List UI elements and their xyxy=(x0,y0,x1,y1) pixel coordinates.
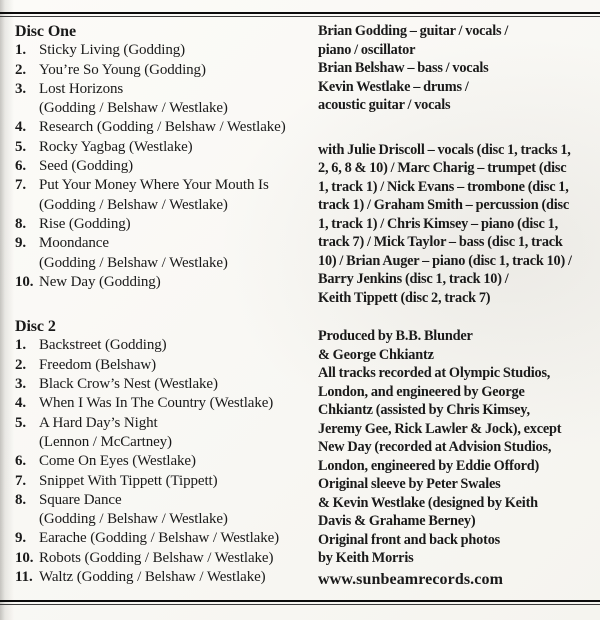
track-number: 8. xyxy=(15,215,27,232)
track-row xyxy=(15,356,315,375)
band-lineup-block xyxy=(318,22,600,115)
track-row xyxy=(15,529,315,548)
track-title-line: Research (Godding / Belshaw / Westlake) xyxy=(39,119,286,136)
track-number: 1. xyxy=(15,42,27,59)
guest-musicians-block xyxy=(318,141,600,308)
track-title xyxy=(39,215,131,234)
track-title-line: (Godding / Belshaw / Westlake) xyxy=(39,511,228,528)
credits-column xyxy=(318,22,600,589)
track-title-line: (Lennon / McCartney) xyxy=(39,433,172,450)
track-row xyxy=(15,568,315,587)
production-credit-line: London, engineered by Eddie Offord) xyxy=(318,457,540,474)
production-credit-line: Davis & Grahame Berney) xyxy=(318,513,476,529)
production-credit-line: & George Chkiantz xyxy=(318,346,434,363)
top-rule xyxy=(0,12,600,17)
production-credit-line: & Kevin Westlake (designed by Keith xyxy=(318,494,538,511)
disc-two-tracks xyxy=(15,336,315,587)
track-title-line: Robots (Godding / Belshaw / Westlake) xyxy=(39,549,274,566)
guest-credit-line: 2, 6, 8 & 10) / Marc Charig – trumpet (disc xyxy=(318,160,567,176)
track-number: 2. xyxy=(15,356,27,373)
guest-credit-line: Barry Jenkins (disc 1, track 10) / xyxy=(318,271,509,287)
lineup-line: Brian Godding – guitar / vocals / xyxy=(318,23,509,39)
track-number: 6. xyxy=(15,158,27,175)
track-row xyxy=(15,41,315,60)
disc-one-section xyxy=(15,22,315,292)
track-title-line: Sticky Living (Godding) xyxy=(39,42,186,59)
track-row xyxy=(15,375,315,394)
production-credit-line: All tracks recorded at Olympic Studios, xyxy=(318,365,551,381)
track-title xyxy=(39,414,172,453)
production-credit-line: Original front and back photos xyxy=(318,531,501,548)
track-title xyxy=(39,234,228,273)
track-row xyxy=(15,336,315,355)
track-title xyxy=(39,356,156,375)
track-number: 7. xyxy=(15,177,27,194)
track-number: 3. xyxy=(15,80,27,97)
track-number: 6. xyxy=(15,453,27,470)
track-title-line: When I Was In The Country (Westlake) xyxy=(39,395,274,412)
guest-credit-line: 10) / Brian Auger – piano (disc 1, track 10) / xyxy=(318,252,572,269)
production-credit-line: New Day (recorded at Advision Studios, xyxy=(318,439,552,455)
track-row xyxy=(15,138,315,157)
bottom-rule xyxy=(0,600,600,605)
track-number: 9. xyxy=(15,235,27,252)
track-title xyxy=(39,529,279,548)
disc-two-section xyxy=(15,317,315,587)
track-title xyxy=(39,375,218,394)
track-row xyxy=(15,549,315,568)
lineup-line: piano / oscillator xyxy=(318,41,416,58)
disc-two-heading: Disc 2 xyxy=(15,318,56,336)
track-title-line: Snippet With Tippett (Tippett) xyxy=(39,472,218,489)
track-number: 10. xyxy=(15,273,34,290)
track-title xyxy=(39,568,266,587)
track-number: 4. xyxy=(15,119,27,136)
track-title xyxy=(39,472,218,491)
track-number: 11. xyxy=(15,569,33,586)
track-title xyxy=(39,452,196,471)
website-url: www.sunbeamrecords.com xyxy=(318,570,504,588)
track-title-line: Rocky Yagbag (Westlake) xyxy=(39,138,193,155)
track-title xyxy=(39,41,185,60)
track-title xyxy=(39,80,228,119)
track-title-line: Black Crow’s Nest (Westlake) xyxy=(39,376,218,393)
track-title xyxy=(39,273,161,292)
track-row xyxy=(15,472,315,491)
track-row xyxy=(15,176,315,215)
production-credits-block xyxy=(318,327,600,568)
track-title-line: (Godding / Belshaw / Westlake) xyxy=(39,254,228,271)
track-title xyxy=(39,61,206,80)
track-title-line: New Day (Godding) xyxy=(39,273,161,290)
track-title xyxy=(39,138,193,157)
production-credit-line: London, and engineered by George xyxy=(318,383,525,400)
track-number: 3. xyxy=(15,376,27,393)
track-title-line: Seed (Godding) xyxy=(39,158,133,175)
guest-credit-line: Keith Tippett (disc 2, track 7) xyxy=(318,289,491,306)
lineup-line: acoustic guitar / vocals xyxy=(318,97,451,113)
track-row xyxy=(15,394,315,413)
track-row xyxy=(15,80,315,119)
track-number: 5. xyxy=(15,138,27,155)
guest-credit-line: track 1) / Graham Smith – percussion (disc xyxy=(318,197,570,213)
track-title-line: Come On Eyes (Westlake) xyxy=(39,453,196,470)
track-title-line: Moondance xyxy=(39,235,109,252)
track-title-line: Square Dance xyxy=(39,491,122,508)
track-number: 1. xyxy=(15,337,27,354)
track-number: 2. xyxy=(15,61,27,78)
lineup-line: Kevin Westlake – drums / xyxy=(318,78,469,95)
guest-credit-line: 1, track 1) / Chris Kimsey – piano (disc 1, xyxy=(318,215,558,232)
production-credit-line: Chkiantz (assisted by Chris Kimsey, xyxy=(318,402,530,418)
production-credit-line: Jeremy Gee, Rick Lawler & Jock), except xyxy=(318,420,562,437)
track-row xyxy=(15,61,315,80)
track-number: 5. xyxy=(15,414,27,431)
track-number: 8. xyxy=(15,491,27,508)
track-row xyxy=(15,215,315,234)
production-credit-line: by Keith Morris xyxy=(318,550,414,566)
production-credit-line: Produced by B.B. Blunder xyxy=(318,328,473,344)
track-title-line: You’re So Young (Godding) xyxy=(39,61,206,78)
track-title-line: Rise (Godding) xyxy=(39,215,131,232)
track-row xyxy=(15,414,315,453)
track-row xyxy=(15,452,315,471)
disc-one-tracks xyxy=(15,41,315,292)
guest-credit-line: 1, track 1) / Nick Evans – trombone (disc 1, xyxy=(318,178,569,195)
track-title xyxy=(39,491,228,530)
track-title-line: Backstreet (Godding) xyxy=(39,337,167,354)
track-title-line: Freedom (Belshaw) xyxy=(39,356,157,373)
guest-credit-line: with Julie Driscoll – vocals (disc 1, tracks 1, xyxy=(318,141,571,158)
track-title-line: A Hard Day’s Night xyxy=(39,414,158,431)
track-title-line: (Godding / Belshaw / Westlake) xyxy=(39,196,228,213)
track-title-line: Put Your Money Where Your Mouth Is xyxy=(39,177,269,194)
track-title xyxy=(39,549,273,568)
track-number: 9. xyxy=(15,530,27,547)
track-title xyxy=(39,118,286,137)
track-row xyxy=(15,157,315,176)
lineup-line: Brian Belshaw – bass / vocals xyxy=(318,60,489,76)
track-row xyxy=(15,273,315,292)
tracklist-column xyxy=(15,22,315,587)
track-row xyxy=(15,491,315,530)
track-title-line: (Godding / Belshaw / Westlake) xyxy=(39,100,228,117)
production-credit-line: Original sleeve by Peter Swales xyxy=(318,476,501,492)
track-title-line: Waltz (Godding / Belshaw / Westlake) xyxy=(39,569,266,586)
track-row xyxy=(15,234,315,273)
track-row xyxy=(15,118,315,137)
guest-credit-line: track 7) / Mick Taylor – bass (disc 1, track xyxy=(318,234,563,250)
track-number: 10. xyxy=(15,549,34,566)
track-title xyxy=(39,157,133,176)
track-number: 4. xyxy=(15,395,27,412)
track-title xyxy=(39,176,269,215)
track-title xyxy=(39,336,167,355)
track-title xyxy=(39,394,273,413)
track-title-line: Lost Horizons xyxy=(39,80,124,97)
track-title-line: Earache (Godding / Belshaw / Westlake) xyxy=(39,530,280,547)
disc-one-heading: Disc One xyxy=(15,23,76,40)
track-number: 7. xyxy=(15,472,27,489)
